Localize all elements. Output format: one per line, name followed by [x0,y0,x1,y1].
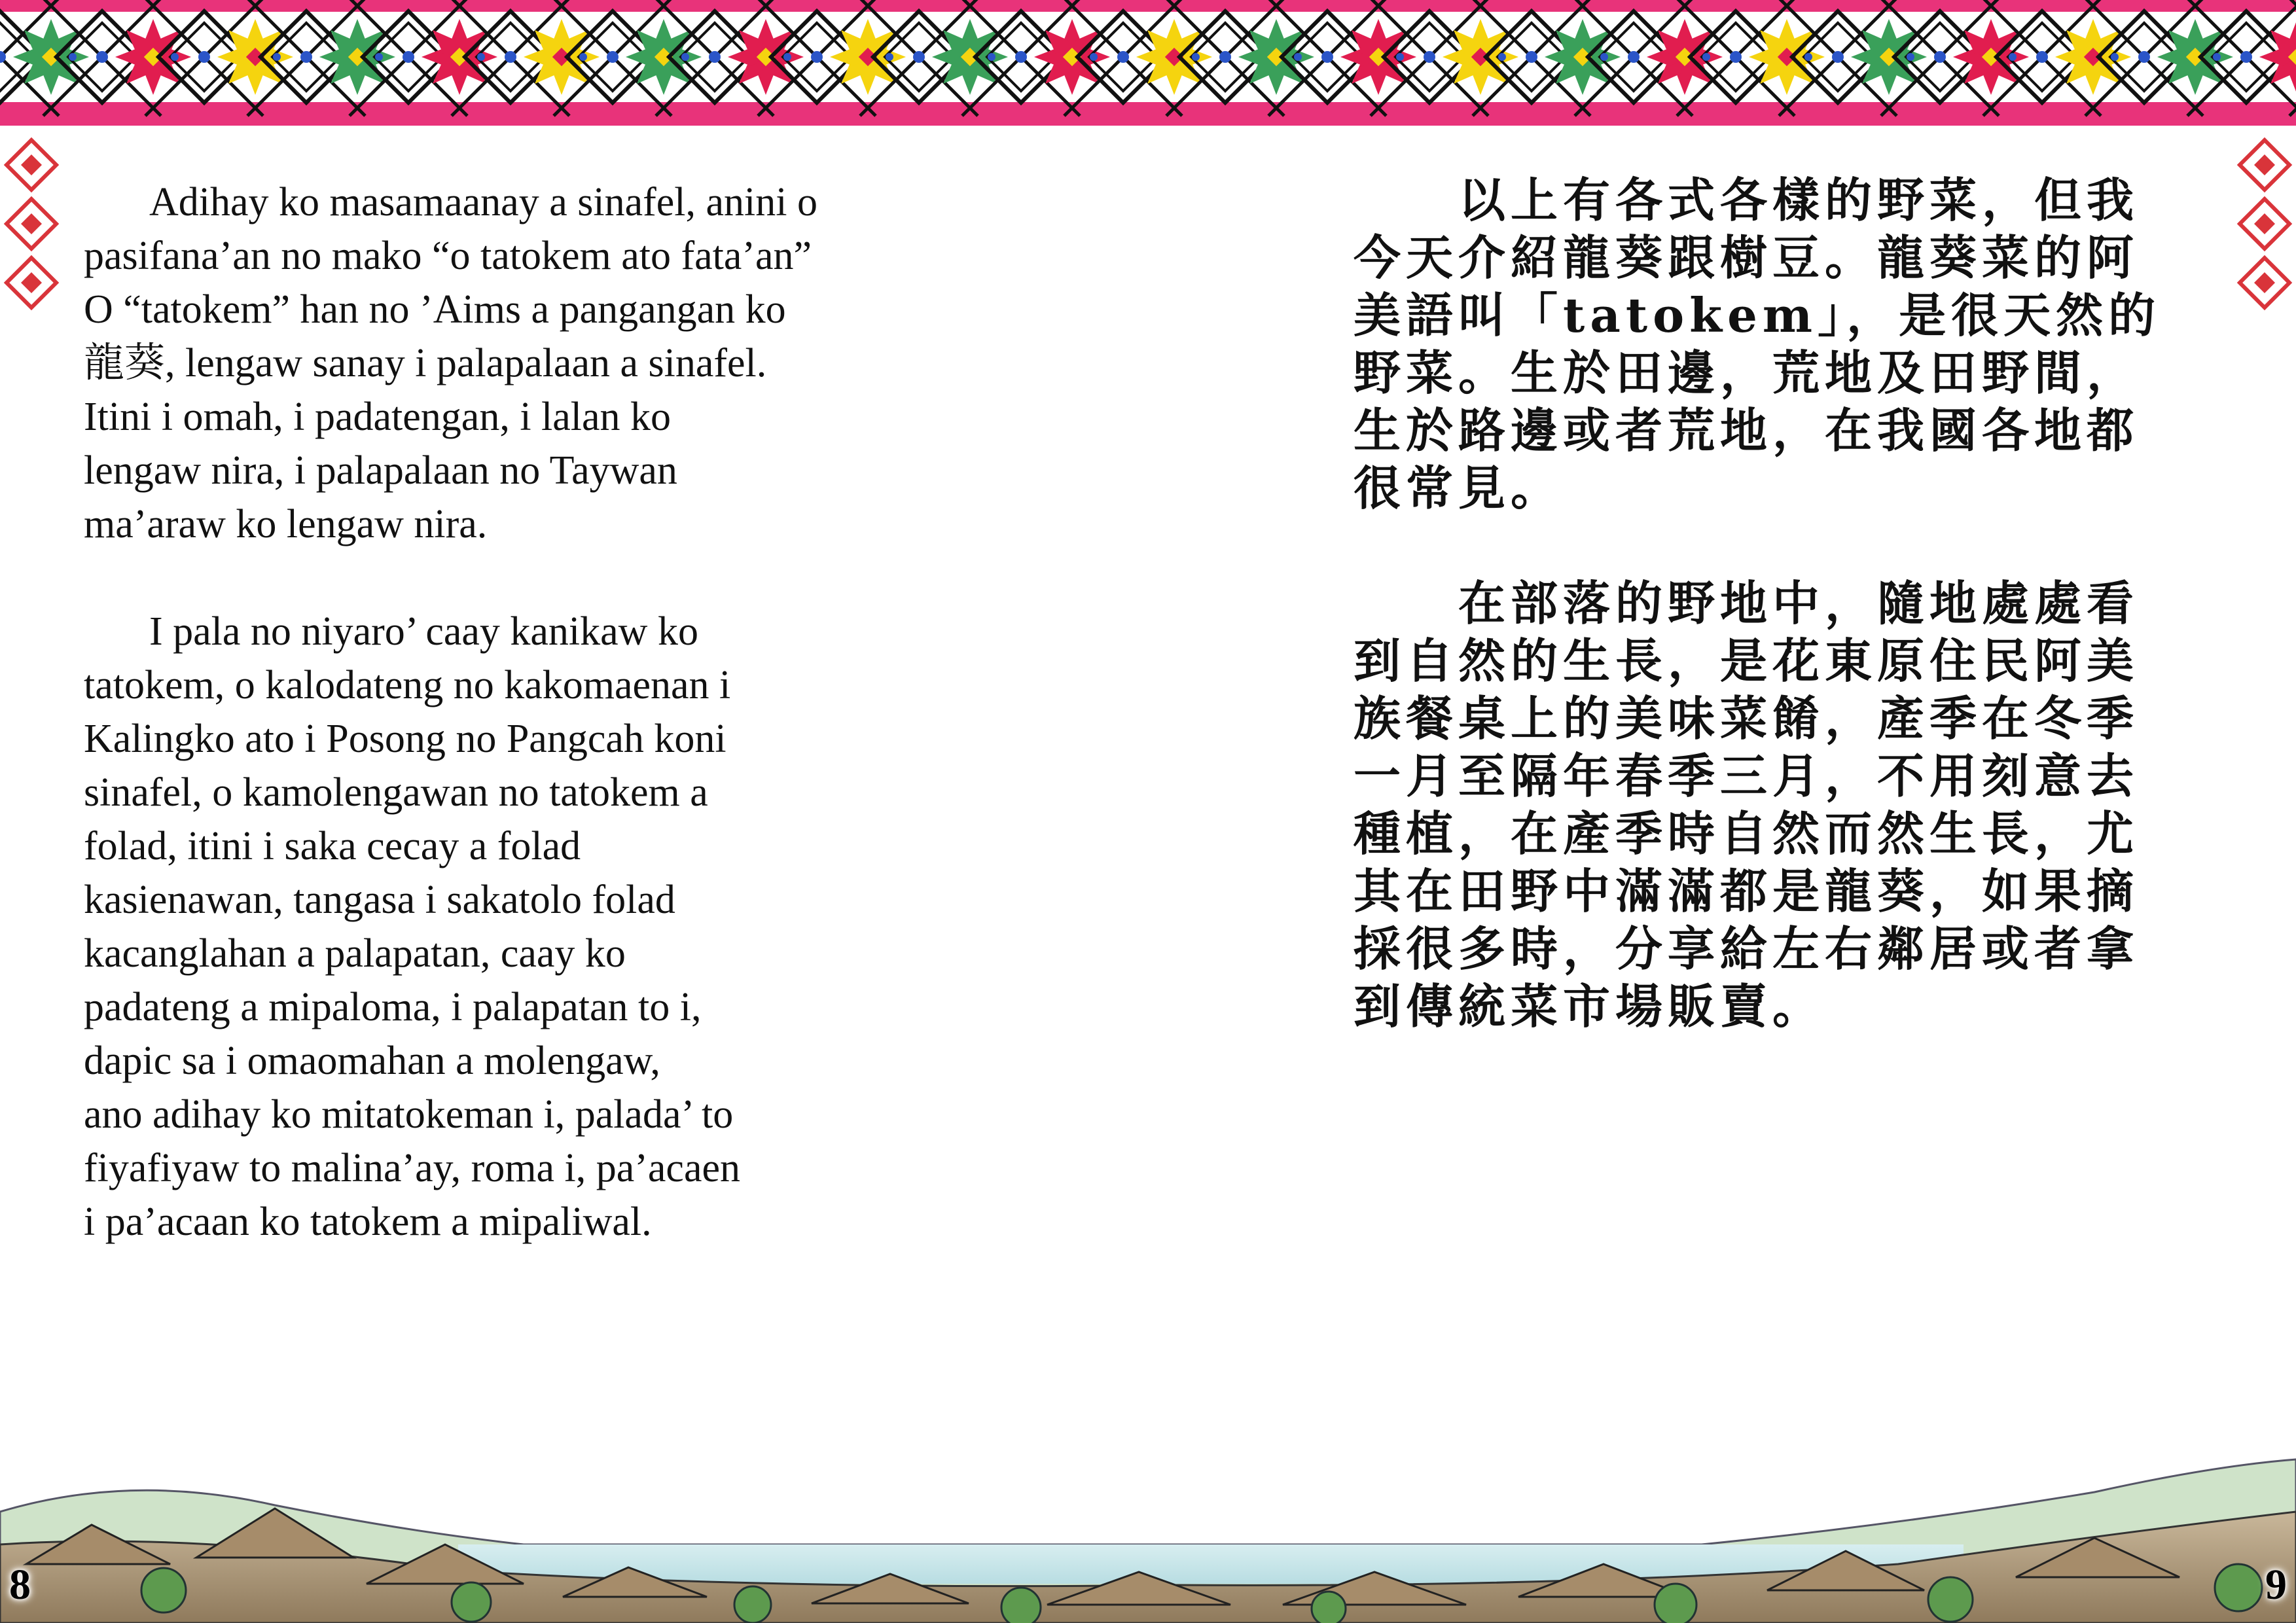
amis-paragraph-1 [84,175,935,551]
chinese-paragraph-2: 在部落的野地中，隨地處處看 到自然的生長，是花東原住民阿美 族餐桌上的美味菜餚，產季在冬季 一月至隔年春季三月，不用刻意去 種植，在產季時自然而然生長，尤 其在田野中滿滿都是龍葵，如果摘 採很多時，分享給左右鄰居或者拿 到傳統菜市場販賣。 [1354,575,2140,1034]
left-page-text [84,175,935,1302]
village-landscape-illustration [0,1433,2296,1623]
right-page-text [1354,171,2217,1093]
chinese-paragraph-1: 以上有各式各樣的野菜，但我 今天介紹龍葵跟樹豆。龍葵菜的阿 美語叫「tatokem」，是很天然的 野菜。生於田邊，荒地及田野間， 生於路邊或者荒地，在我國各地都 很常見。 [1354,172,2161,516]
page-number-right: 9 [2265,1561,2287,1609]
right-diamond-ornament [2233,131,2296,314]
amis-paragraph-2-text: I pala no niyaro’ caay kanikaw ko tatokem, o kalodateng no kakomaenan i Kalingko ato i Posong no Pangcah koni sinafel, o kamolengawan no tatokem a folad, itini i saka cecay a folad kasienawan, tangasa i sakatolo folad kacanglahan a palapatan, caay ko padateng a mipaloma, i palapatan to i, dapic sa i omaomahan a molengaw, ano adihay ko mitatokeman i, palada’ to fiyafiyaw to malina’ay, roma i, pa’acaen i pa’acaan ko tatokem a mipaliwal. [84,609,740,1244]
top-ornamental-border [0,0,2296,126]
amis-paragraph-1-text: Adihay ko masamaanay a sinafel, anini o pasifana’an no mako “o tatokem ato fata’an” O “tatokem” han no ’Aims a pangangan ko 龍葵, lengaw sanay i palapalaan a sinafel. Itini i omah, i padatengan, i lalan ko lengaw nira, i palapalaan no Taywan ma’araw ko lengaw nira. [84,180,817,546]
left-diamond-ornament [0,131,63,314]
amis-paragraph-2 [84,605,935,1249]
page-number-left: 8 [9,1561,31,1609]
